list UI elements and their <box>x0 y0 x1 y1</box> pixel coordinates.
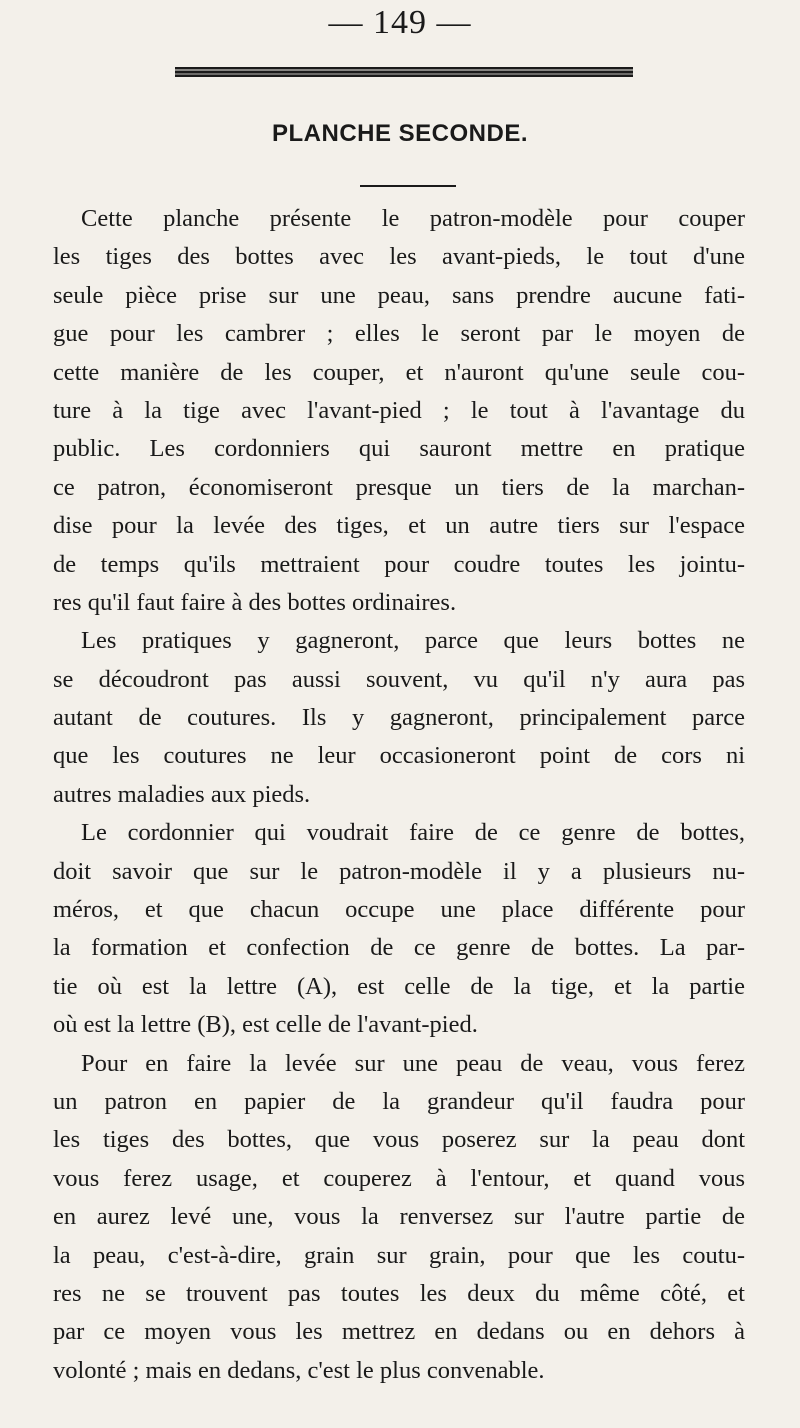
text-line: les tiges des bottes, que vous poserez sur la peau dont <box>53 1126 745 1154</box>
text-line: la formation et confection de ce genre de bottes. La par- <box>53 934 745 962</box>
page-number: — 149 — <box>328 4 472 41</box>
text-line: de temps qu'ils mettraient pour coudre toutes les jointu- <box>53 550 745 578</box>
paragraph <box>53 1045 745 1391</box>
text-line: cette manière de les couper, et n'auront qu'une seule cou- <box>53 358 745 386</box>
text-line: seule pièce prise sur une peau, sans prendre aucune fati- <box>53 281 745 309</box>
text-line: Les pratiques y gagneront, parce que leurs bottes ne <box>81 627 745 655</box>
text-line: Pour en faire la levée sur une peau de veau, vous ferez <box>81 1049 745 1077</box>
text-line: ture à la tige avec l'avant-pied ; le tout à l'avantage du <box>53 396 745 424</box>
paragraph <box>53 622 745 814</box>
text-line: ce patron, économiseront presque un tiers de la marchan- <box>53 473 745 501</box>
text-line: Cette planche présente le patron-modèle pour couper <box>81 205 745 232</box>
text-line: méros, et que chacun occupe une place différente pour <box>53 896 745 924</box>
body-text <box>53 200 745 1390</box>
text-line: autres maladies aux pieds. <box>53 780 311 808</box>
decorative-rule <box>175 66 633 78</box>
text-line: public. Les cordonniers qui sauront mettre en pratique <box>53 435 745 463</box>
text-line: par ce moyen vous les mettrez en dedans ou en dehors à <box>53 1318 745 1346</box>
text-line: autant de coutures. Ils y gagneront, principalement parce <box>53 704 745 732</box>
text-line: la peau, c'est-à-dire, grain sur grain, pour que les coutu- <box>53 1241 745 1269</box>
text-line: res qu'il faut faire à des bottes ordinaires. <box>53 588 457 616</box>
text-line: vous ferez usage, et couperez à l'entour, et quand vous <box>53 1164 745 1192</box>
text-line: les tiges des bottes avec les avant-pieds, le tout d'une <box>53 243 745 271</box>
paragraph <box>53 814 745 1044</box>
text-line: res ne se trouvent pas toutes les deux du même côté, et <box>53 1279 745 1307</box>
text-line: volonté ; mais en dedans, c'est le plus convenable. <box>53 1356 545 1384</box>
plate-title: PLANCHE SECONDE. <box>271 120 529 147</box>
text-line: doit savoir que sur le patron-modèle il y a plusieurs nu- <box>53 857 745 885</box>
title-rule <box>360 185 456 187</box>
text-line: un patron en papier de la grandeur qu'il faudra pour <box>53 1087 745 1115</box>
paragraph <box>53 200 745 622</box>
text-line: que les coutures ne leur occasioneront point de cors ni <box>53 742 745 770</box>
text-line: où est la lettre (B), est celle de l'avant-pied. <box>53 1011 478 1039</box>
text-line: se découdront pas aussi souvent, vu qu'il n'y aura pas <box>53 665 745 693</box>
text-line: dise pour la levée des tiges, et un autre tiers sur l'espace <box>53 512 745 540</box>
text-line: Le cordonnier qui voudrait faire de ce genre de bottes, <box>81 819 745 847</box>
text-line: tie où est la lettre (A), est celle de la tige, et la partie <box>53 972 745 1000</box>
text-line: en aurez levé une, vous la renversez sur l'autre partie de <box>53 1203 745 1231</box>
text-line: gue pour les cambrer ; elles le seront par le moyen de <box>53 320 745 348</box>
